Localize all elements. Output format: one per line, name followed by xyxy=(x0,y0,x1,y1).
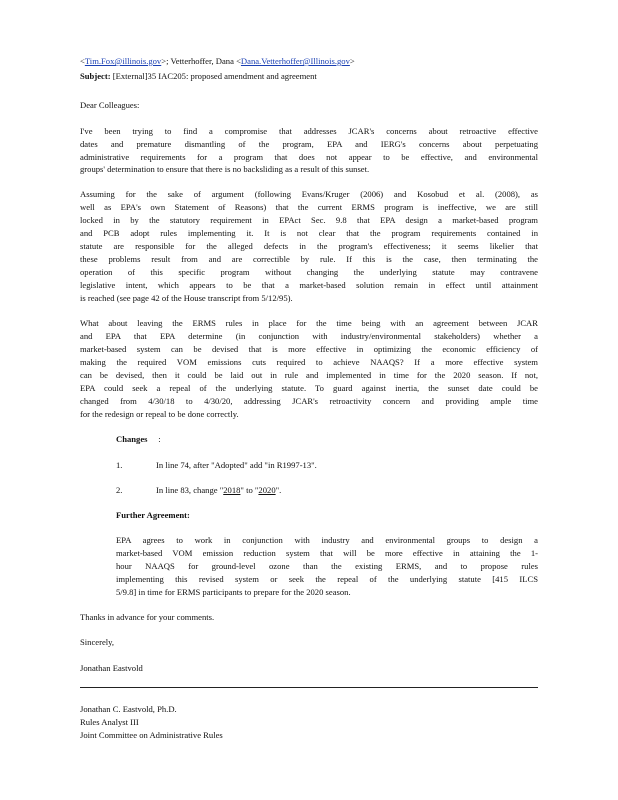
old-year: 2018 xyxy=(223,485,241,495)
changes-colon: : xyxy=(158,434,161,444)
agreement-line: market-based VOM emission reduction system that will be more effective in attaining the 1- xyxy=(116,548,538,558)
change-item-post: ". xyxy=(275,485,282,495)
p3-line: changed from 4/30/18 to 4/30/20, addressing JCAR's retroactivity concern and providing ample time xyxy=(80,396,538,406)
p2-line: statute are responsible for the alleged defects in the program's effectiveness; it seems likelier that xyxy=(80,241,538,251)
signoff: Sincerely, xyxy=(80,637,115,647)
p2-line: these problems result from and are correctible by rule. If this is the case, then terminating the xyxy=(80,254,538,264)
recipients-line: <Tim.Fox@illinois.gov>; Vetterhoffer, Dana <Dana.Vetterhoffer@Illinois.gov> xyxy=(80,56,355,66)
changes-heading: Changes xyxy=(116,434,148,444)
agreement-line: EPA agrees to work in conjunction with industry and environmental groups to design a xyxy=(116,535,538,545)
p3-line: and EPA that EPA determine (in conjunction with industry/environmental stakeholders) whether a xyxy=(80,331,538,341)
p2-line: well as EPA's own Statement of Reasons) that the current ERMS program is ineffective, we are still xyxy=(80,202,538,212)
signature-title: Rules Analyst III xyxy=(80,717,139,727)
subject-label: Subject: xyxy=(80,71,111,81)
subject-line xyxy=(80,71,538,81)
signature-org: Joint Committee on Administrative Rules xyxy=(80,730,223,740)
p2-line: and PCB adopt rules implementing it. It is not clear that the program requirements contained in xyxy=(80,228,538,238)
greeting: Dear Colleagues: xyxy=(80,100,140,110)
p3-line: can be devised, then it could be laid out in rule and implemented in time for the 2020 season. If not, xyxy=(80,370,538,380)
p3-line: market-based system can be devised that is more effective in optimizing the economic efficiency of xyxy=(80,344,538,354)
p1-line: dates and premature dismantling of the program, EPA and IERG's concerns about perpetuating xyxy=(80,139,538,149)
p3-line: making the required VOM emissions cuts required to achieve NAAQS? If a more effective system xyxy=(80,357,538,367)
change-item-text: In line 74, after "Adopted" add "in R1997-13". xyxy=(156,460,317,470)
agreement-line: 5/9.8] in time for ERMS participants to prepare for the 2020 season. xyxy=(116,587,351,597)
agreement-line: implementing this revised system or seek the repeal of the underlying statute [415 ILCS xyxy=(116,574,538,584)
change-item-number: 1. xyxy=(116,460,123,470)
change-item-pre: In line 83, change " xyxy=(156,485,224,495)
new-year: 2020 xyxy=(258,485,276,495)
p2-line: Assuming for the sake of argument (following Evans/Kruger (2006) and Kosobud et al. (2008), as xyxy=(80,189,538,199)
changes-heading-line xyxy=(116,434,538,444)
p2-line: is reached (see page 42 of the House transcript from 5/12/95). xyxy=(80,293,293,303)
p2-line: locked in by the statutory requirement in EPAct Sec. 9.8 that EPA design a market-based program xyxy=(80,215,538,225)
recipients-separator: ; Vetterhoffer, Dana < xyxy=(166,56,241,66)
thanks-line: Thanks in advance for your comments. xyxy=(80,612,215,622)
p2-line: operation of this specific program without changing the underlying statute may contravene xyxy=(80,267,538,277)
p2-line: legislative intent, which appears to be that a market-based solution remain in effect until attainment xyxy=(80,280,538,290)
p3-line: for the redesign or repeal to be done correctly. xyxy=(80,409,239,419)
subject-text: [External]35 IAC205: proposed amendment and agreement xyxy=(112,71,317,81)
change-item-number: 2. xyxy=(116,485,123,495)
change-item-mid: " to " xyxy=(240,485,259,495)
signature-name: Jonathan C. Eastvold, Ph.D. xyxy=(80,704,177,714)
agreement-heading: Further Agreement: xyxy=(116,510,190,520)
p1-line: I've been trying to find a compromise that addresses JCAR's concerns about retroactive effective xyxy=(80,126,538,136)
p3-line: EPA could seek a repeal of the underlying statute. To guard against inertia, the sunset date could be xyxy=(80,383,538,393)
change-item-text xyxy=(156,485,281,495)
sender-name: Jonathan Eastvold xyxy=(80,663,143,673)
agreement-line: hour NAAQS for ground-level ozone than the existing ERMS, and to propose rules xyxy=(116,561,538,571)
p3-line: What about leaving the ERMS rules in place for the time being with an agreement between JCAR xyxy=(80,318,538,328)
cc-email-link[interactable]: Dana.Vetterhoffer@Illinois.gov xyxy=(240,56,350,66)
p1-line: administrative requirements for a program that does not appear to be effective, and environmental xyxy=(80,152,538,162)
from-email-link[interactable]: Tim.Fox@illinois.gov xyxy=(84,56,162,66)
signature-divider xyxy=(80,687,538,688)
p1-line: groups' determination to ensure that there is no backsliding as a result of this sunset. xyxy=(80,164,370,174)
